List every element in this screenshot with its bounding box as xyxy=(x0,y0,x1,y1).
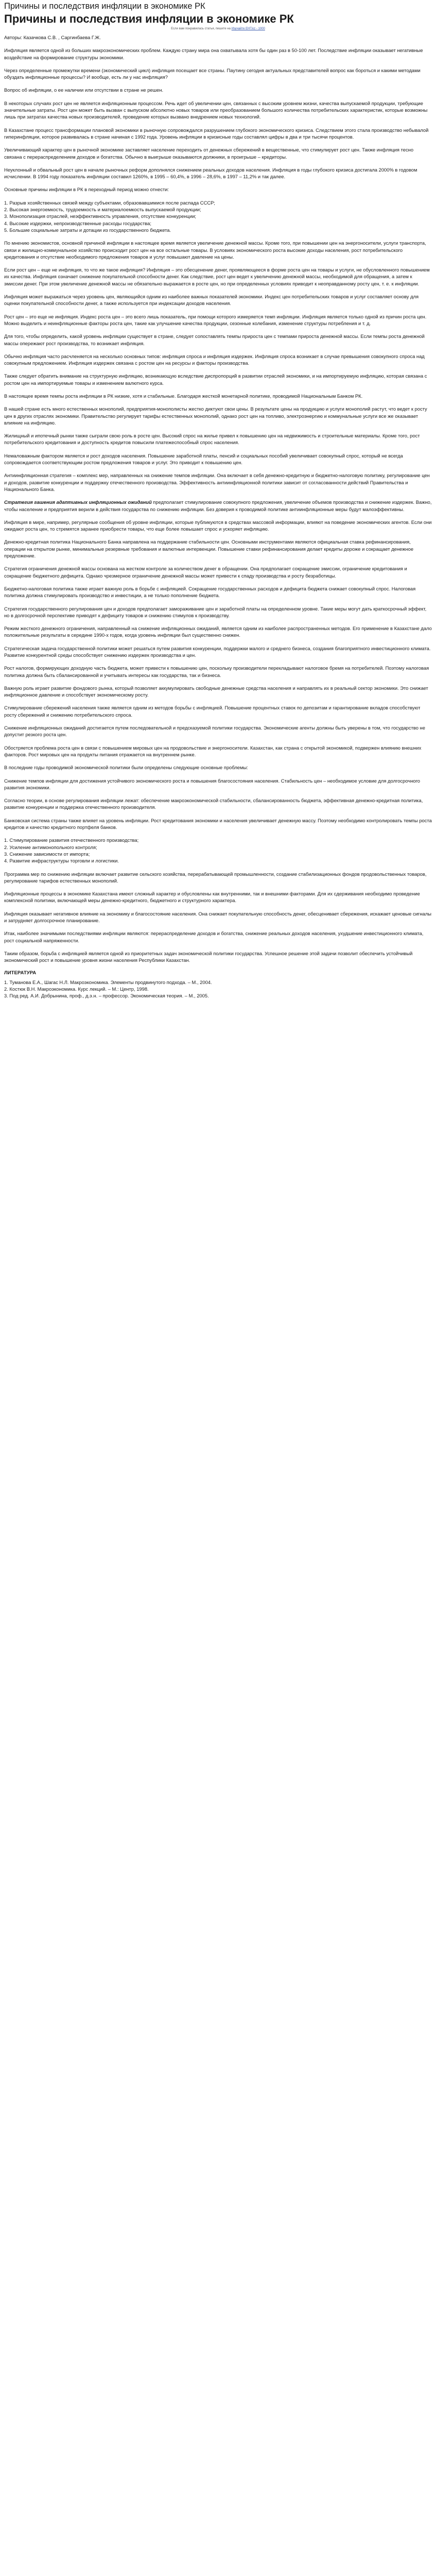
article-paragraph: В нашей стране есть много естественных монополий, предприятия-монополисты жестко диктуют свои цены. В результате цены на продукцию и услуги монополий растут, что ведет к росту цен в других отраслях экономики. Правительство регулирует тарифы естественных монополий, однако рост цен на топливо, электроэнергию и коммунальные услуги все же оказывает влияние на инфляцию. xyxy=(4,406,427,426)
source-prefix: Если вам понравилась статья, пишите на xyxy=(171,27,231,30)
article-paragraph: Инфляция является одной из больших макроэкономических проблем. Каждую страну мира она охватывала хотя бы один раз в 50-100 лет. Последствие инфляции оказывает негативные воздействие на формирование структуры экономики. xyxy=(4,47,423,60)
article-paragraph: Инфляция оказывает негативное влияние на экономику и благосостояние населения. Она снижает покупательную способность денег, обесценивает сбережения, искажает ценовые сигналы и затрудняет долгосрочное планирование. xyxy=(4,910,431,924)
article-body xyxy=(4,34,432,964)
article-paragraph: Денежно-кредитная политика Национального Банка направлена на поддержание стабильности цен. Основными инструментами являются официальная ставка рефинансирования, операции на открытом рынке, минимальные резервные требования и валютные интервенции. Повышение ставки рефинансирования делает кредиты дороже и сокращает денежное предложение. xyxy=(4,539,414,559)
article-paragraph: Антиинфляционная стратегия – комплекс мер, направленных на снижение темпов инфляции. Она включает в себя денежно-кредитную и бюджетно-налоговую политику, регулирование цен и доходов, развитие конкуренции и поддержку отечественного производства. Эффективность антиинфляционной политики зависит от согласованности действий Правительства и Национального Банка. xyxy=(4,472,430,492)
article-paragraph: В некоторых случаях рост цен не является инфляционным процессом. Речь идет об увеличении цен, связанных с высоким уровнем жизни, качества выпускаемой продукции, требующие значительные затраты. Рост цен может быть вызван с выпуском абсолютно новых товаров или преобразованием большого количества потребительских характеристик, которые возможны лишь при затратах качества новых производителей, проведение которых вызвано внедрением новых технологий. xyxy=(4,100,428,120)
article-paragraph: Для того, чтобы определить, какой уровень инфляции существует в стране, следует сопоставлять темпы прироста цен с темпами прироста денежной массы. Если темпы роста денежной массы опережают рост производства, то возникает инфляция. xyxy=(4,333,425,346)
article-paragraph: 2. Усиление антимонопольного контроля; xyxy=(4,844,97,850)
literature-heading: ЛИТЕРАТУРА xyxy=(4,970,37,976)
article-paragraph: Рост налогов, формирующих доходную часть бюджета, может привести к повышению цен, поскольку производители перекладывают налоговое бремя на потребителей. Поэтому налоговая политика должна быть сбалансированной и учитывать интересы как государства, так и бизнеса. xyxy=(4,665,429,678)
article-paragraph: Таким образом, борьба с инфляцией является одной из приоритетных задач экономической политики государства. Успешное решение этой задачи позволит обеспечить устойчивый экономический рост и повышение уровня жизни населения Республики Казахстан. xyxy=(4,950,413,963)
article-paragraph: 2. Высокая энергоемкость, трудоемкость и материалоемкость выпускаемой продукции; xyxy=(4,207,201,213)
paragraph-lead: Стратегия гашения адаптивных инфляционных ожиданий xyxy=(4,499,152,505)
article-paragraph: Неуклонный и обвальный рост цен в начале рыночных реформ дополнялся снижением реальных доходов населения. Инфляция в годы глубокого кризиса достигала 2000% в годовом исчислении. В 1994 году показатель инфляции составил 1260%, в 1995 – 60,4%, в 1996 – 28,6%, в 1997 – 11,2% и так далее. xyxy=(4,166,417,180)
article-paragraph: В последние годы проводимой экономической политики были определены следующие основные проблемы: xyxy=(4,765,248,771)
article-paragraph: Жилищный и ипотечный рынки также сыграли свою роль в росте цен. Высокий спрос на жилье привел к повышению цен на недвижимость и строительные материалы. Кроме того, рост потребительского кредитования и доступность кредитов повысили платежеспособный спрос населения. xyxy=(4,433,420,446)
literature-item: 1. Туманова Е.А., Шагас Н.Л. Макроэкономика. Элементы продвинутого подхода. – М., 2004. xyxy=(4,979,212,985)
article-heading: Причины и последствия инфляции в экономике РК xyxy=(4,12,294,25)
article-paragraph: 1. Стимулирование развития отечественного производства; xyxy=(4,837,139,843)
literature-item: 3. Под ред. А.И. Добрынина, проф., д.э.н. – профессор. Экономическая теория. – М., 2005. xyxy=(4,993,209,999)
article-paragraph: Стратегия государственного регулирования цен и доходов предполагает замораживание цен и заработной платы на определенном уровне. Такие меры могут дать краткосрочный эффект, но в долгосрочной перспективе приводят к дефициту товаров и снижению стимулов к производству. xyxy=(4,605,427,618)
article-paragraph: Инфляция может выражаться через уровень цен, являющийся одним из наиболее важных показателей экономики. Индекс цен потребительских товаров и услуг составляет основу для оценки покупательной способности денег, а также используется при индексации доходов населения. xyxy=(4,294,419,307)
literature-item: 2. Костюк В.Н. Макроэкономика. Курс лекций. – М.: Центр, 1998. xyxy=(4,986,149,992)
article-paragraph: Стратегия ограничения денежной массы основана на жестком контроле за количеством денег в обращении. Она предполагает сокращение эмиссии, ограничение кредитования и сокращение бюджетного дефицита. Однако чрезмерное ограничение денежной массы может привести к спаду производства и росту безработицы. xyxy=(4,566,407,579)
article-paragraph: В Казахстане процесс трансформации плановой экономики в рыночную сопровождался разрушением глубокого экономического кризиса. Следствием этого стала производство небывалой гиперинфляции, которое развивалась в стране начиная с 1992 года. Уровень инфляции в кризисные годы составлял цифры в два и три тысячи процентов. xyxy=(4,127,429,140)
article-paragraph: Также следует обратить внимание на структурную инфляцию, возникающую вследствие диспропорций в развитии отраслей экономики, и на импортируемую инфляцию, которая связана с ростом цен на импортируемые товары и изменением валютного курса. xyxy=(4,373,427,386)
literature-list xyxy=(4,979,432,999)
article-paragraph: По мнению экономистов, основной причиной инфляции в настоящее время является увеличение денежной массы. Кроме того, при повышении цен на энергоносители, услуги транспорта, связи и жилищно-коммунальное хозяйство происходит рост цен на все остальные товары. В условиях экономического роста высокие доходы населения, рост потребительского кредитования и отсутствие необходимого предложения товаров и услуг повышают давление на цены. xyxy=(4,240,426,260)
article-paragraph: 3. Монополизация отраслей, неэффективность управления, отсутствие конкуренции; xyxy=(4,213,197,219)
article-paragraph: Инфляция в мире, например, регулярные сообщения об уровне инфляции, которые публикуются в средствах массовой информации, влияют на поведение экономических агентов. Если они ожидают роста цен, то стремятся заранее приобрести товары, что еще более повышает спрос и ускоряет инфляцию. xyxy=(4,519,432,532)
article-paragraph: Важную роль играет развитие фондового рынка, который позволяет аккумулировать свободные денежные средства населения и направлять их в реальный сектор экономики. Это снижает инфляционное давление и способствует экономическому росту. xyxy=(4,685,428,698)
article-paragraph: Итак, наиболее значимыми последствиями инфляции являются: перераспределение доходов и богатства, снижение реальных доходов населения, ухудшение инвестиционного климата, рост социальной напряженности. xyxy=(4,930,424,943)
article-paragraph: В настоящее время темпы роста инфляции в РК низкие, хотя и стабильные. Благодаря жесткой монетарной политике, проводимой Национальным Банком РК. xyxy=(4,393,363,399)
article-paragraph: Стимулирование сбережений населения также является одним из методов борьбы с инфляцией. Повышение процентных ставок по депозитам и гарантирование вкладов способствуют росту сбережений и снижению потребительского спроса. xyxy=(4,705,421,718)
article-paragraph: Если рост цен – еще не инфляция, то что же такое инфляция? Инфляция – это обесценение денег, проявляющееся в форме роста цен на товары и услуги, не обусловленного повышением их качества. Инфляция означает снижение покупательной способности денег. Как следствие, рост цен ведет к увеличению денежной массы, необходимой для обращения, а затем к эмиссии денег. При этом увеличение денежной массы не обязательно выражается в росте цен, но при определенных условиях приводит к неоправданному росту цен, т. е. к инфляции. xyxy=(4,267,430,286)
article-paragraph: 3. Снижение зависимости от импорта; xyxy=(4,851,90,857)
article-paragraph: Согласно теории, в основе регулирования инфляции лежат: обеспечение макроэкономической стабильности, сбалансированность бюджета, эффективная денежно-кредитная политика, развитие конкуренции и поддержка отечественного производителя. xyxy=(4,798,423,810)
article-paragraph: Программа мер по снижению инфляции включает развитие сельского хозяйства, перерабатывающей промышленности, создание стабилизационных фондов продовольственных товаров, регулирование тарифов естественных монополий. xyxy=(4,871,427,884)
article-paragraph: Инфляционные процессы в экономике Казахстана имеют сложный характер и обусловлены как внутренними, так и внешними факторами. Для их сдерживания необходимо проведение комплексной политики, включающей меры денежно-кредитного, бюджетного и структурного характера. xyxy=(4,891,420,904)
source-line xyxy=(4,27,432,31)
article-paragraph: Увеличивающий характер цен в рыночной экономике заставляет население переходить от денежных сбережений в вещественные, что стимулирует рост цен. Также инфляция тесно связана с перераспределением доходов и богатства. Обычно в выигрыше оказываются должники, в проигрыше – кредиторы. xyxy=(4,147,414,160)
paragraph-rest: предполагает стимулирование совокупного предложения, увеличение объемов производства и снижение издержек. Важно, чтобы население и предприятия верили в действия государства по снижению инфляции. Без доверия к проводимой политике антиинфляционные меры будут малоэффективны. xyxy=(4,499,432,512)
article-paragraph xyxy=(4,499,432,513)
article-paragraph: Снижение темпов инфляции для достижения устойчивого экономического роста и повышения благосостояния населения. Стабильность цен – необходимое условие для долгосрочного развития экономики. xyxy=(4,777,421,790)
article-paragraph: Через определенные промежутки времени (экономический цикл) инфляция посещает все страны. Паутину сегодня актуальных представителей вопрос как бороться и какими методами обуздать инфляционные процессы? И вообще, есть ли у нас инфляция? xyxy=(4,67,421,80)
article-paragraph: Банковская система страны также влияет на уровень инфляции. Рост кредитования экономики и населения увеличивает денежную массу. Поэтому необходимо контролировать темпы роста кредитов и качество кредитного портфеля банков. xyxy=(4,817,432,831)
article-paragraph: 4. Развитие инфраструктуры торговли и логистики. xyxy=(4,858,119,864)
source-link[interactable]: Изучайте ЕНТ.kz - 1000 xyxy=(231,27,265,30)
article-paragraph: Бюджетно-налоговая политика также играет важную роль в борьбе с инфляцией. Сокращение государственных расходов и дефицита бюджета снижает совокупный спрос. Налоговая политика должна стимулировать производство и инвестиции, а не только пополнение бюджета. xyxy=(4,585,416,599)
article-paragraph: Стратегическая задача государственной политики может решаться путем развития конкуренции, поддержки малого и среднего бизнеса, создания благоприятного инвестиционного климата. Развитие конкурентной среды способствует снижению издержек производства и цен. xyxy=(4,645,431,658)
article-paragraph: Вопрос об инфляции, о ее наличии или отсутствии в стране не решен. xyxy=(4,87,164,93)
article-paragraph: Обычно инфляция часто расчленяется на несколько основных типов: инфляция спроса и инфляция издержек. Инфляция спроса возникает в случае превышения совокупного спроса над совокупным предложением. Инфляция издержек связана с ростом цен на ресурсы и факторы производства. xyxy=(4,353,425,366)
article-paragraph: Обостряется проблема роста цен в связи с повышением мировых цен на продовольствие и энергоносители. Казахстан, как страна с открытой экономикой, подвержен влиянию внешних факторов. Рост мировых цен на продукты питания отражается на внутреннем рынке. xyxy=(4,744,422,757)
article-paragraph: Немаловажным фактором является и рост доходов населения. Повышение заработной платы, пенсий и социальных пособий увеличивает совокупный спрос, который не всегда сопровождается соответствующим ростом предложения товаров и услуг. Это приводит к повышению цен. xyxy=(4,452,403,466)
article-paragraph: Основные причины инфляции в РК в переходный период можно отнести: xyxy=(4,187,169,193)
article-paragraph: 1. Разрыв хозяйственных связей между субъектами, образовавшимися после распада СССР; xyxy=(4,199,215,206)
article-paragraph: Авторы: Казачкова С.В. , Саргинбаева Г.Ж. xyxy=(4,35,101,40)
article-paragraph: 5. Большие социальные затраты и дотации из государственного бюджета. xyxy=(4,227,171,233)
article-paragraph: Рост цен – это еще не инфляция. Индекс роста цен – это всего лишь показатель, при помощи которого измеряется темп инфляции. Инфляция является только одной из причин роста цен. Можно выделить и неинфляционные факторы роста цен, такие как улучшение качества продукции, сезонные колебания, изменение структуры потребления и т. д. xyxy=(4,313,427,326)
article-paragraph: 4. Высокие издержки, непроизводственные расходы государства; xyxy=(4,220,151,226)
document-title: Причины и последствия инфляции в экономике РК xyxy=(4,2,205,11)
article-paragraph: Режим жесткого денежного ограничения, направленный на снижение инфляционных ожиданий, является одним из наиболее распространенных методов. Его применение в Казахстане дало положительные результаты в середине 1990-х годов, когда уровень инфляции был существенно снижен. xyxy=(4,625,432,638)
article-paragraph: Снижение инфляционных ожиданий достигается путем последовательной и предсказуемой политики государства. Экономические агенты должны быть уверены в том, что государство не допустит резкого роста цен. xyxy=(4,725,425,738)
